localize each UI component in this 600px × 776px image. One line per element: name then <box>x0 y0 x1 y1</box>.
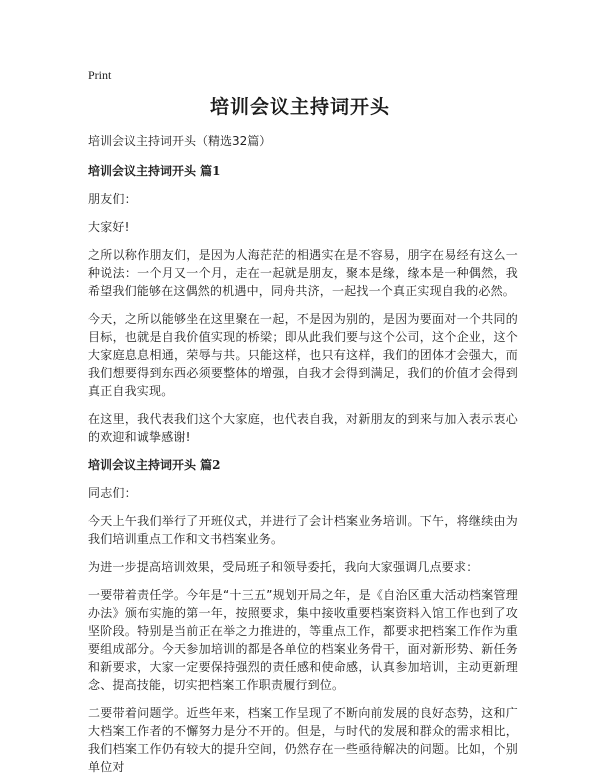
section-heading: 培训会议主持词开头 篇2 <box>88 458 221 472</box>
document-subtitle: 培训会议主持词开头（精选32篇） <box>88 134 272 148</box>
paragraph: 今天上午我们举行了开班仪式，并进行了会计档案业务培训。下午，将继续由为我们培训重点工作和文书档案业务。 <box>88 514 518 546</box>
page-title: 培训会议主持词开头 <box>209 96 390 118</box>
print-link[interactable]: Print <box>88 68 112 82</box>
paragraph: 在这里，我代表我们这个大家庭，也代表自我，对新朋友的到来与加入表示衷心的欢迎和诚挚感谢! <box>88 412 518 444</box>
section-1 <box>88 162 518 446</box>
paragraph: 今天，之所以能够坐在这里聚在一起，不是因为别的，是因为要面对一个共同的目标，也就是自我价值实现的桥梁；即从此我们要与这个公司，这个企业，这个大家庭息息相通，荣辱与共。只能这样，也只有这样，我们的团体才会强大，而我们想要得到东西必须要整体的增强，自我才会得到满足，我们的价值才会得到真正自我实现。 <box>88 312 518 398</box>
section-heading: 培训会议主持词开头 篇1 <box>88 164 221 178</box>
paragraph: 朋友们： <box>88 192 137 206</box>
paragraph: 为进一步提高培训效果，受局班子和领导委托，我向大家强调几点要求： <box>88 560 479 574</box>
document-body <box>88 132 518 776</box>
section-2 <box>88 456 518 776</box>
paragraph: 同志们： <box>88 486 137 500</box>
paragraph: 之所以称作朋友们，是因为人海茫茫的相遇实在是不容易，朋字在易经有这么一种说法：一个月又一个月，走在一起就是朋友，聚本是缘，缘本是一种偶然，我希望我们能够在这偶然的机遇中，同舟共济，一起找一个真正实现自我的必然。 <box>88 248 518 298</box>
paragraph: 一要带着责任学。今年是“十三五”规划开局之年，是《自治区重大活动档案管理办法》颁布实施的第一年，按照要求，集中接收重要档案资料入馆工作也到了攻坚阶段。特别是当前正在举之力推进的，等重点工作，都要求把档案工作作为重要组成部分。今天参加培训的都是各单位的档案业务骨干，面对新形势、新任务和新要求，大家一定要保持强烈的责任感和使命感，认真参加培训，主动更新理念、提高技能，切实把档案工作职责履行到位。 <box>88 588 518 692</box>
paragraph: 大家好! <box>88 220 130 234</box>
paragraph: 二要带着问题学。近些年来，档案工作呈现了不断向前发展的良好态势，这和广大档案工作者的不懈努力是分不开的。但是，与时代的发展和群众的需求相比，我们档案工作仍有较大的提升空间，仍然存在一些亟待解决的问题。比如，个别单位对 <box>88 706 518 774</box>
